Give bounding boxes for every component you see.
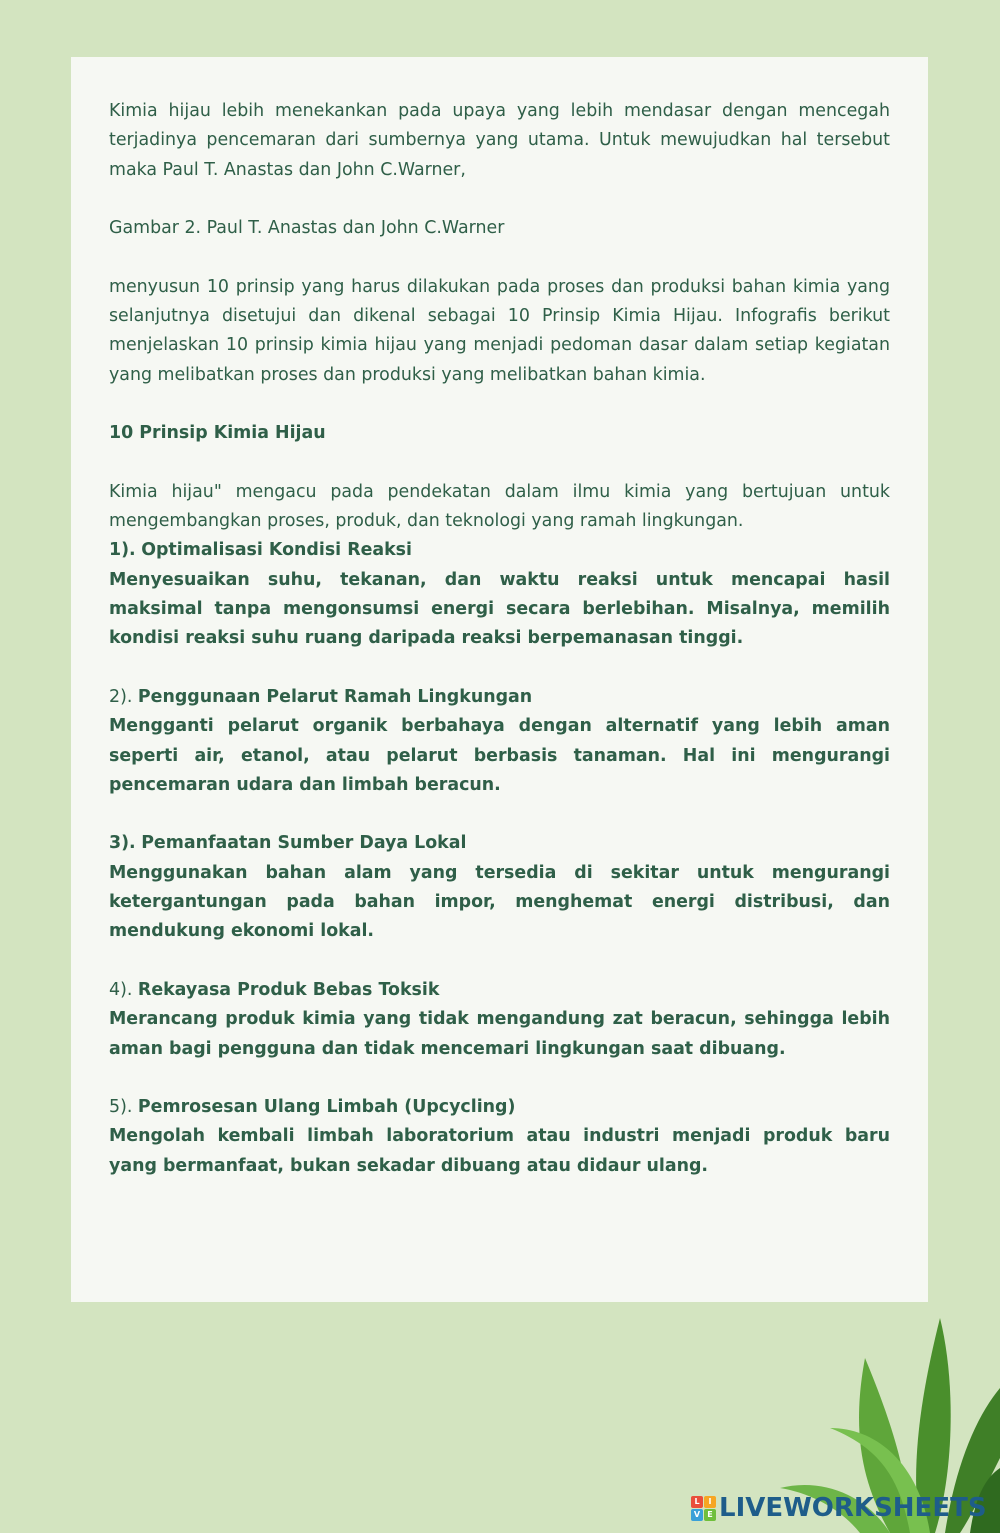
principle-2 [109, 683, 890, 800]
principle-heading [109, 683, 890, 712]
logo-letter: I [704, 1496, 716, 1508]
principle-number: 2). [109, 686, 133, 707]
principle-title: Rekayasa Produk Bebas Toksik [137, 979, 440, 1000]
worksheet-card [71, 57, 928, 1302]
principle-body: Mengolah kembali limbah laboratorium atau industri menjadi produk baru yang bermanfaat, bukan sekadar dibuang atau didaur ulang. [109, 1126, 890, 1176]
section-title: 10 Prinsip Kimia Hijau [109, 423, 326, 444]
principle-title: Optimalisasi Kondisi Reaksi [141, 540, 412, 561]
principle-4 [109, 976, 890, 1064]
figure-caption: Gambar 2. Paul T. Anastas dan John C.Warner [109, 218, 505, 239]
principle-heading [109, 976, 890, 1005]
logo-letter: L [691, 1496, 703, 1508]
intro-paragraph-2: menyusun 10 prinsip yang harus dilakukan pada proses dan produksi bahan kimia yang selanjutnya disetujui dan dikenal sebagai 10 Prinsip Kimia Hijau. Infografis berikut menjelaskan 10 prinsip kimia hijau yang menjadi pedoman dasar dalam setiap kegiatan yang melibatkan proses dan produksi yang melibatkan bahan kimia. [109, 276, 890, 385]
principle-body: Merancang produk kimia yang tidak mengandung zat beracun, sehingga lebih aman bagi pengguna dan tidak mencemari lingkungan saat dibuang. [109, 1009, 890, 1059]
principle-1 [109, 536, 890, 653]
principle-number: 4). [109, 979, 133, 1000]
principle-body: Menggunakan bahan alam yang tersedia di sekitar untuk mengurangi ketergantungan pada bahan impor, menghemat energi distribusi, dan mendukung ekonomi lokal. [109, 862, 890, 942]
principle-3 [109, 829, 890, 946]
logo-letter: V [691, 1509, 703, 1521]
section-lead: Kimia hijau" mengacu pada pendekatan dalam ilmu kimia yang bertujuan untuk mengembangkan proses, produk, dan teknologi yang ramah lingkungan. [109, 481, 890, 532]
principle-number: 3). [109, 833, 136, 854]
principle-title: Pemrosesan Ulang Limbah (Upcycling) [137, 1097, 516, 1118]
principle-5 [109, 1093, 890, 1181]
logo-text: LIVEWORKSHEETS [719, 1493, 987, 1523]
liveworksheets-logo [691, 1491, 987, 1525]
intro-paragraph-1: Kimia hijau lebih menekankan pada upaya yang lebih mendasar dengan mencegah terjadinya pencemaran dari sumbernya yang utama. Untuk mewujudkan hal tersebut maka Paul T. Anastas dan John C.Warner, [109, 101, 890, 180]
principle-heading [109, 536, 890, 565]
principle-title: Penggunaan Pelarut Ramah Lingkungan [137, 686, 533, 707]
principle-body: Menyesuaikan suhu, tekanan, dan waktu reaksi untuk mencapai hasil maksimal tanpa mengonsumsi energi secara berlebihan. Misalnya, memilih kondisi reaksi suhu ruang daripada reaksi berpemanasan tinggi. [109, 569, 890, 649]
logo-letter: E [704, 1509, 716, 1521]
principle-body: Mengganti pelarut organik berbahaya dengan alternatif yang lebih aman seperti air, etanol, atau pelarut berbasis tanaman. Hal ini mengurangi pencemaran udara dan limbah beracun. [109, 716, 890, 795]
principle-heading [109, 829, 890, 858]
principle-number: 5). [109, 1097, 133, 1118]
principle-number: 1). [109, 540, 136, 561]
logo-badge [691, 1496, 716, 1521]
principle-title: Pemanfaatan Sumber Daya Lokal [141, 833, 467, 854]
principle-heading [109, 1093, 890, 1122]
